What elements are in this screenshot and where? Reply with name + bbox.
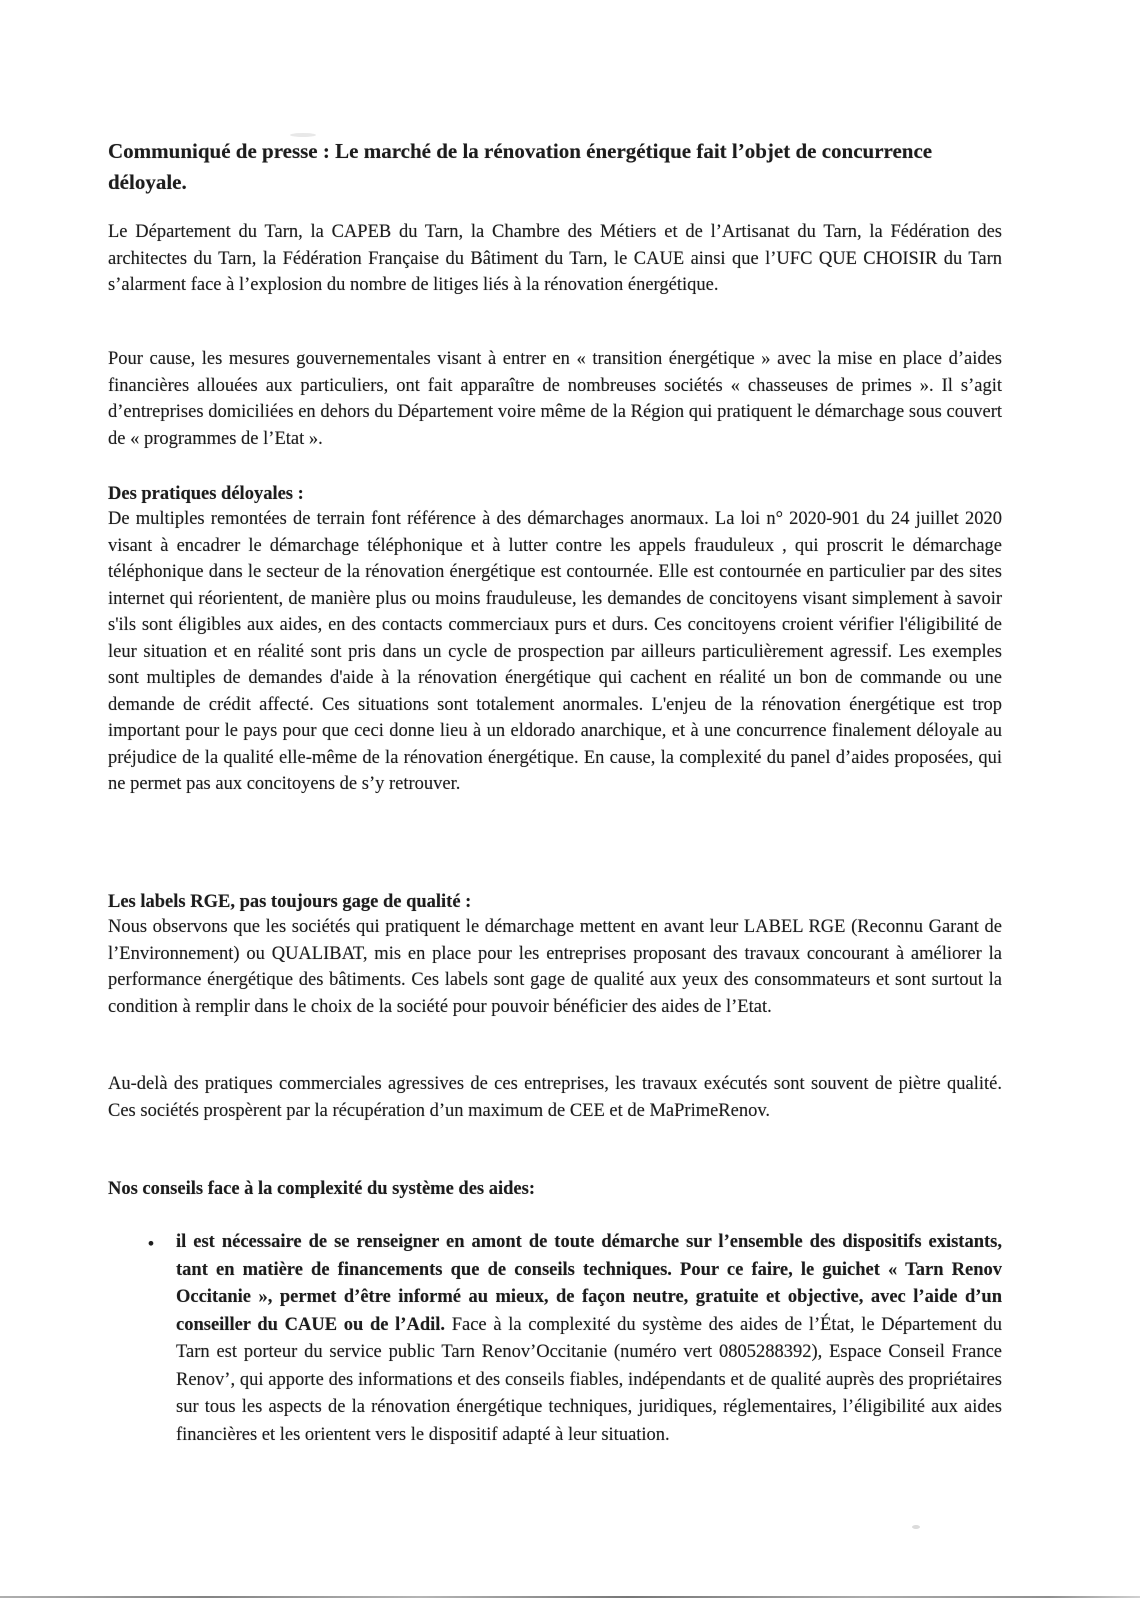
bullet-item-conseil: [108, 1229, 1002, 1449]
bullet-marker: •: [148, 1234, 154, 1253]
bullet-text-bold: il est nécessaire de se renseigner en amont de toute démarche sur l’ensemble des dispositifs existants, tant en matière de financements que de conseils techniques. Pour ce faire, le guichet « Tarn Renov Occitanie », permet d’être informé au mieux, de façon neutre, gratuite et objective, avec l’aide d’un conseiller du CAUE ou de l’Adil.: [176, 1232, 1002, 1335]
paragraph-lead: Le Département du Tarn, la CAPEB du Tarn, la Chambre des Métiers et de l’Artisanat du Tarn, la Fédération des architectes du Tarn, la Fédération Française du Bâtiment du Tarn, le CAUE ainsi que l’UFC QUE CHOISIR du Tarn s’alarment face à l’explosion du nombre de litiges liés à la rénovation énergétique.: [108, 222, 1002, 295]
section-body-labels-rge-2: Au-delà des pratiques commerciales agressives de ces entreprises, les travaux exécutés sont souvent de piètre qualité. Ces sociétés prospèrent par la récupération d’un maximum de CEE et de MaPrimeRenov.: [108, 1074, 1002, 1121]
scan-artifact-smudge: [912, 1525, 920, 1529]
scan-artifact-page-edge-line: [0, 1596, 1140, 1598]
section-heading-labels-rge: Les labels RGE, pas toujours gage de qualité :: [108, 892, 472, 912]
bullet-text-regular: Face à la complexité du système des aides de l’État, le Département du Tarn est porteur du service public Tarn Renov’Occitanie (numéro vert 0805288392), Espace Conseil France Renov’, qui apporte des informations et des conseils fiables, indépendants et de qualité auprès des propriétaires sur tous les aspects de la rénovation énergétique techniques, juridiques, réglementaires, l’éligibilité aux aides financières et les orientent vers le dispositif adapté à leur situation.: [176, 1314, 1003, 1445]
section-heading-pratiques-deloyales: Des pratiques déloyales :: [108, 484, 304, 504]
paragraph-context: Pour cause, les mesures gouvernementales visant à entrer en « transition énergétique » avec la mise en place d’aides financières allouées aux particuliers, ont fait apparaître de nombreuses sociétés « chasseuses de primes ». Il s’agit d’entreprises domiciliées en dehors du Département voire même de la Région qui pratiquent le démarchage sous couvert de « programmes de l’Etat ».: [108, 349, 1002, 449]
section-body-labels-rge: Nous observons que les sociétés qui pratiquent le démarchage mettent en avant leur LABEL RGE (Reconnu Garant de l’Environnement) ou QUALIBAT, mis en place pour les entreprises proposant des travaux concourant à améliorer la performance énergétique des bâtiments. Ces labels sont gage de qualité aux yeux des consommateurs et sont surtout la condition à remplir dans le choix de la société pour pouvoir bénéficier des aides de l’Etat.: [108, 917, 1002, 1017]
section-body-pratiques-deloyales: De multiples remontées de terrain font référence à des démarchages anormaux. La loi n° 2020-901 du 24 juillet 2020 visant à encadrer le démarchage téléphonique et à lutter contre les appels frauduleux , qui proscrit le démarchage téléphonique dans le secteur de la rénovation énergétique est contournée. Elle est contournée en particulier par des sites internet qui réorientent, de manière plus ou moins frauduleuse, les demandes de concitoyens visant simplement à savoir s'ils sont éligibles aux aides, en des contacts commerciaux purs et durs. Ces concitoyens croient vérifier l'éligibilité de leur situation et en réalité sont pris dans un cycle de prospection par ailleurs particulièrement agressif. Les exemples sont multiples de demandes d'aide à la rénovation énergétique qui cachent en réalité un bon de commande ou une demande de crédit affecté. Ces situations sont totalement anormales. L'enjeu de la rénovation énergétique est trop important pour le pays pour que ceci donne lieu à un eldorado anarchique, et à une concurrence finalement déloyale au préjudice de la qualité elle-même de la rénovation énergétique. En cause, la complexité du panel d’aides proposées, qui ne permet pas aux concitoyens de s’y retrouver.: [108, 509, 1002, 794]
section-heading-nos-conseils: Nos conseils face à la complexité du système des aides:: [108, 1179, 535, 1199]
page-title: Communiqué de presse : Le marché de la rénovation énergétique fait l’objet de concurrence déloyale.: [108, 139, 933, 194]
